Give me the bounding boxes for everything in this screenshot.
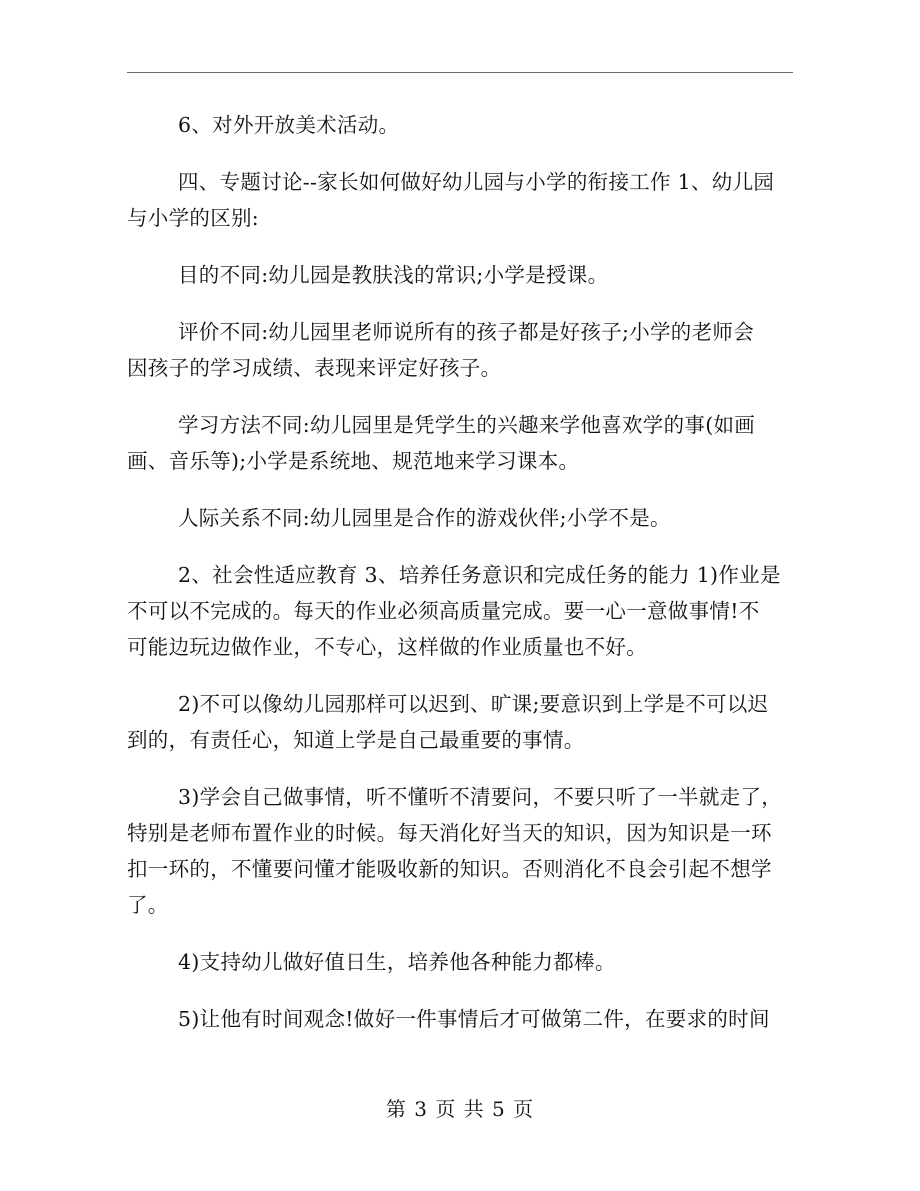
paragraph-9 — [127, 779, 795, 923]
paragraph-line: 6、对外开放美术活动。 — [178, 113, 400, 137]
paragraph-line: 四、专题讨论--家长如何做好幼儿园与小学的衔接工作 1、幼儿园 — [178, 170, 775, 194]
paragraph-line: 了。 — [127, 893, 169, 917]
page-number-footer: 第 3 页 共 5 页 — [385, 1097, 535, 1121]
paragraph-line: 学习方法不同:幼儿园里是凭学生的兴趣来学他喜欢学的事(如画 — [178, 413, 756, 437]
paragraph-line: 2、社会性适应教育 3、培养任务意识和完成任务的能力 1)作业是 — [178, 563, 781, 587]
paragraph-7 — [127, 557, 795, 665]
paragraph-line: 人际关系不同:幼儿园里是合作的游戏伙伴;小学不是。 — [178, 506, 671, 530]
paragraph-line: 因孩子的学习成绩、表现来评定好孩子。 — [127, 356, 502, 380]
paragraph-8 — [127, 686, 795, 758]
paragraph-line: 与小学的区别: — [127, 206, 260, 230]
paragraph-line: 扣一环的，不懂要问懂才能吸收新的知识。否则消化不良会引起不想学 — [127, 857, 772, 881]
paragraph-line: 可能边玩边做作业，不专心，这样做的作业质量也不好。 — [127, 635, 647, 659]
paragraph-line: 不可以不完成的。每天的作业必须高质量完成。要一心一意做事情!不 — [127, 599, 760, 623]
paragraph-11 — [127, 1001, 795, 1037]
paragraph-10 — [127, 944, 795, 980]
paragraph-line: 2)不可以像幼儿园那样可以迟到、旷课;要意识到上学是不可以迟 — [178, 692, 769, 716]
paragraph-1 — [127, 107, 795, 143]
header-rule — [127, 72, 793, 73]
paragraph-4 — [127, 314, 795, 386]
paragraph-line: 特别是老师布置作业的时候。每天消化好当天的知识，因为知识是一环 — [127, 821, 772, 845]
paragraph-5 — [127, 407, 795, 479]
paragraph-6 — [127, 500, 795, 536]
paragraph-line: 4)支持幼儿做好值日生，培养他各种能力都棒。 — [178, 950, 616, 974]
paragraph-line: 画、音乐等);小学是系统地、规范地来学习课本。 — [127, 449, 580, 473]
paragraph-line: 目的不同:幼儿园是教肤浅的常识;小学是授课。 — [178, 263, 609, 287]
paragraph-line: 到的，有责任心，知道上学是自己最重要的事情。 — [127, 728, 585, 752]
paragraph-line: 评价不同:幼儿园里老师说所有的孩子都是好孩子;小学的老师会 — [178, 320, 755, 344]
paragraph-line: 5)让他有时间观念!做好一件事情后才可做第二件，在要求的时间 — [178, 1007, 770, 1031]
paragraph-line: 3)学会自己做事情，听不懂听不清要问，不要只听了一半就走了， — [178, 785, 783, 809]
paragraph-2 — [127, 164, 795, 236]
document-body — [127, 107, 795, 1037]
paragraph-3 — [127, 257, 795, 293]
